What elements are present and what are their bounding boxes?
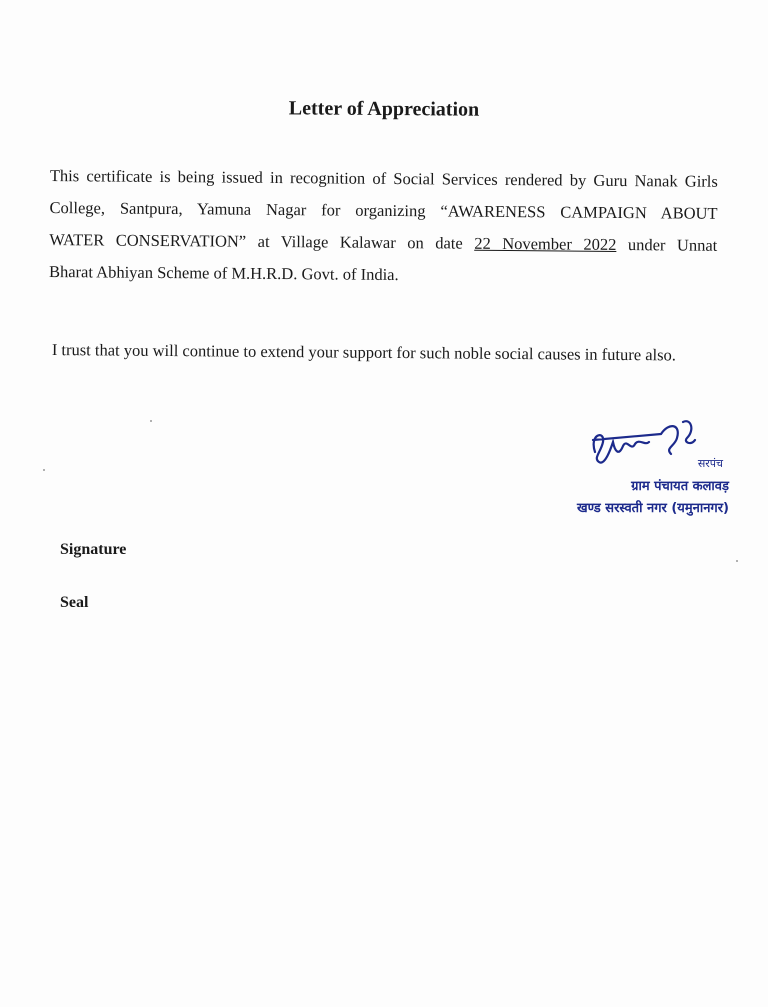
paragraph-line: College, Santpura, Yamuna Nagar for organizing “AWARENESS CAMPAIGN ABOUT [49,197,718,223]
paragraph-text: under Unnat [627,235,718,255]
paragraph-line: This certificate is being issued in recognition of Social Services rendered by Guru Nanak Girls [49,165,718,191]
handwritten-signature-icon [565,412,705,472]
signature-label: Signature [60,541,127,558]
paragraph-line: Bharat Abhiyan Scheme of M.H.R.D. Govt. of India. [48,261,399,285]
support-paragraph: I trust that you will continue to extend your support for such noble social causes in future also. [51,339,677,365]
sarpanch-stamp [565,412,735,522]
document-title: Letter of Appreciation [288,97,480,121]
stamp-line-1: ग्राम पंचायत कलावड़ [631,479,729,494]
recognition-paragraph [49,160,718,294]
event-date: 22 November 2022 [474,233,617,254]
scan-speck [150,420,152,422]
scan-speck [43,469,45,471]
stamp-line-2: खण्ड सरस्वती नगर (यमुनानगर) [577,501,729,516]
stamp-designation: सरपंच [697,457,723,470]
scan-speck [736,560,738,562]
paragraph-text: WATER CONSERVATION” at Village Kalawar on date [49,229,463,253]
seal-label: Seal [60,594,89,611]
